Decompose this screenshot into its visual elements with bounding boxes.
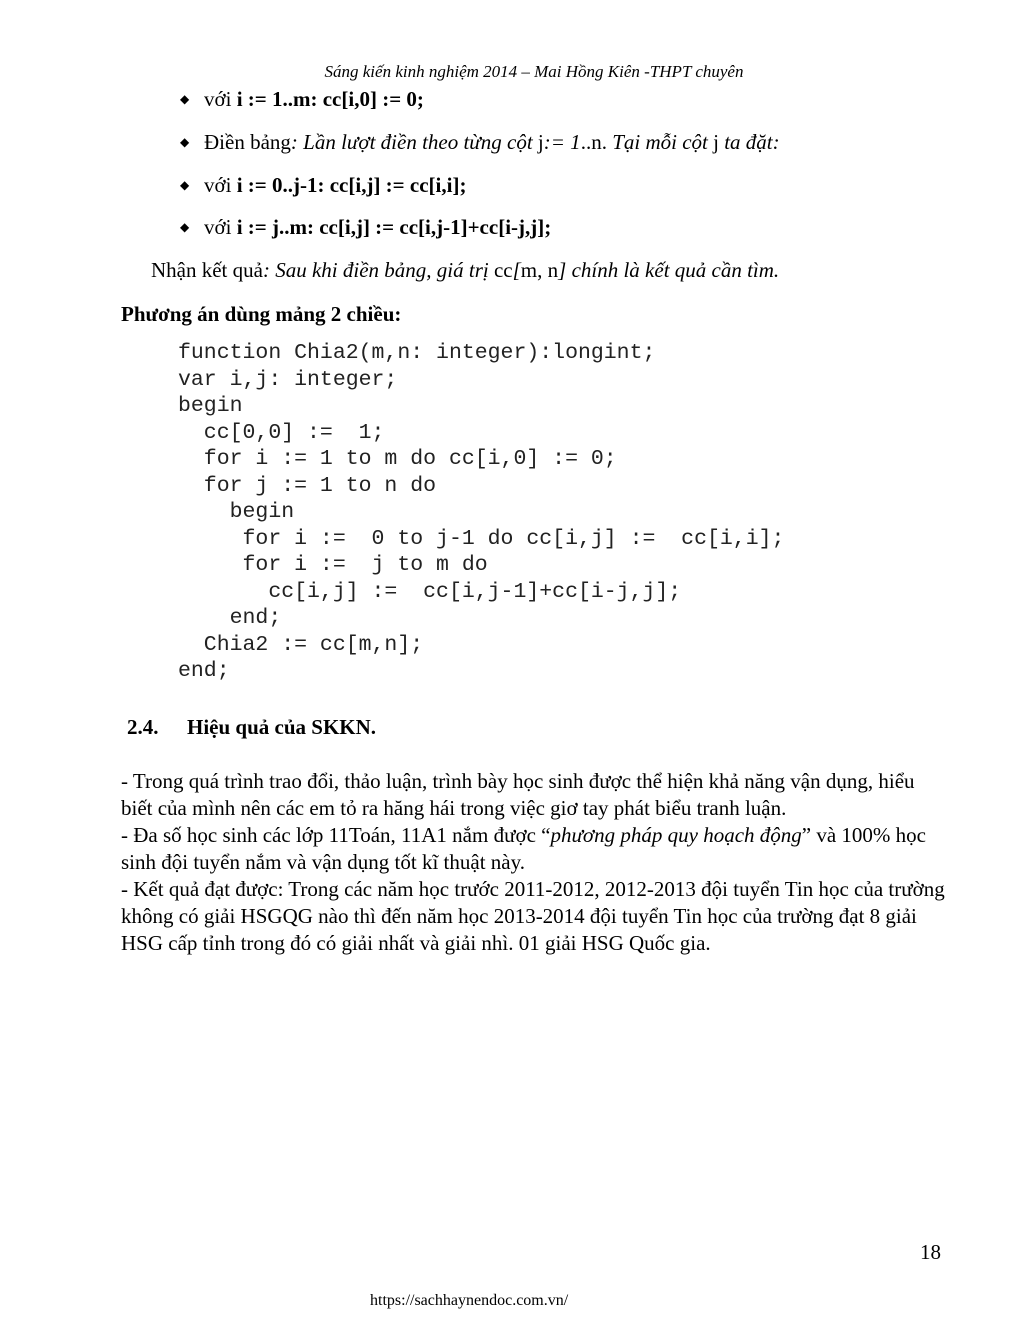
paragraph: - Trong quá trình trao đổi, thảo luận, trình bày học sinh được thể hiện khả năng vận dụng, hiểu biết của mình nên các em tỏ ra hăng hái trong việc giơ tay phát biểu tranh luận. <box>121 769 915 820</box>
code-line: begin <box>178 394 243 418</box>
diamond-bullet-icon: ◆ <box>180 135 190 149</box>
page-header: Sáng kiến kinh nghiệm 2014 – Mai Hồng Kiên -THPT chuyên <box>324 62 744 81</box>
code-line: for i := 1 to m do cc[i,0] := 0; <box>178 447 617 471</box>
code-line: for i := j to m do <box>178 553 488 577</box>
code-line: function Chia2(m,n: integer):longint; <box>178 341 656 365</box>
result-statement: Nhận kết quả: Sau khi điền bảng, giá trị cc[m, n] chính là kết quả cần tìm. <box>151 258 780 282</box>
code-line: Chia2 := cc[m,n]; <box>178 632 424 657</box>
footer-url: https://sachhaynendoc.com.vn/ <box>370 1292 569 1309</box>
code-line: cc[0,0] := 1; <box>178 420 385 445</box>
code-line: cc[i,j] := cc[i,j-1]+cc[i-j,j]; <box>178 579 682 604</box>
section-heading <box>127 715 376 740</box>
diamond-bullet-icon: ◆ <box>180 220 190 234</box>
diamond-bullet-icon: ◆ <box>180 92 190 106</box>
section-title-text: Hiệu quả của SKKN. <box>187 715 377 739</box>
body-text <box>121 768 951 957</box>
code-line: begin <box>178 500 295 524</box>
paragraph: - Đa số học sinh các lớp 11Toán, 11A1 nắm được “phương pháp quy hoạch động” và 100% học sinh đội tuyển nắm và vận dụng tốt kĩ thuật này. <box>121 823 926 874</box>
bullet-item: ◆ với i := 0..j-1: cc[i,j] := cc[i,i]; <box>180 173 467 197</box>
page-number: 18 <box>920 1240 941 1264</box>
diamond-bullet-icon: ◆ <box>180 178 190 192</box>
paragraph: - Kết quả đạt được: Trong các năm học trước 2011-2012, 2012-2013 đội tuyển Tin học của trường không có giải HSGQG nào thì đến năm học 2013-2014 đội tuyển Tin học của trường đạt 8 giải HSG cấp tỉnh trong đó có giải nhất và giải nhì. 01 giải HSG Quốc gia. <box>121 877 945 955</box>
code-line: end; <box>178 606 282 630</box>
bullet-item: ◆ với i := j..m: cc[i,j] := cc[i,j-1]+cc[i-j,j]; <box>180 215 552 239</box>
bullet-item: ◆ Điền bảng: Lần lượt điền theo từng cột j:= 1..n. Tại mỗi cột j ta đặt: <box>180 130 780 154</box>
code-line: var i,j: integer; <box>178 367 398 392</box>
section-number: 2.4. <box>127 715 159 739</box>
code-line: end; <box>178 659 230 683</box>
bullet-item: ◆ với i := 1..m: cc[i,0] := 0; <box>180 87 424 111</box>
code-block <box>178 340 784 685</box>
code-line: for i := 0 to j-1 do cc[i,j] := cc[i,i]; <box>178 526 785 551</box>
code-line: for j := 1 to n do <box>178 473 437 498</box>
subsection-title: Phương án dùng mảng 2 chiều: <box>121 302 402 326</box>
